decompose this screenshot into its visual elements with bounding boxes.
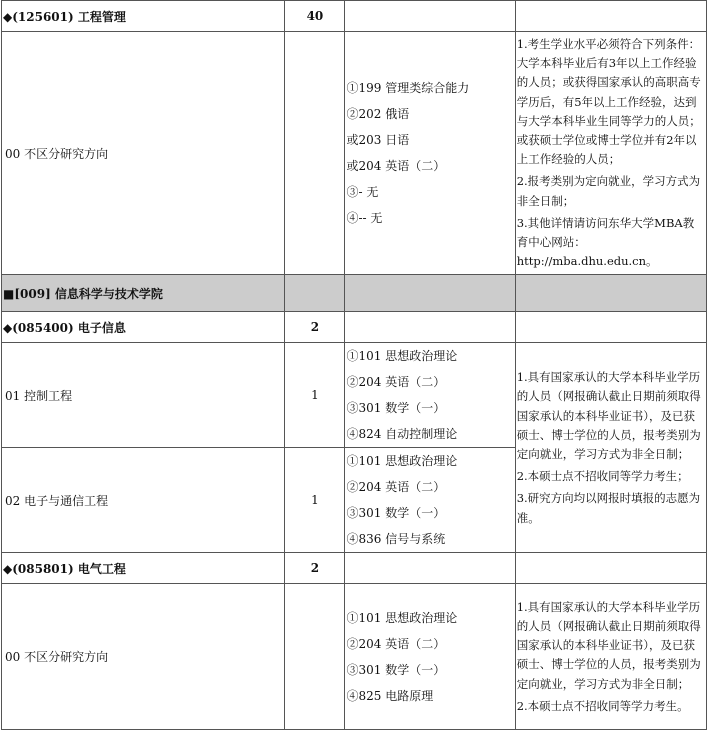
- remark-item: 1.考生学业水平必须符合下列条件：大学本科毕业后有3年以上工作经验的人员；或获得国家承认的高职高专学历后，有5年以上工作经验，达到与大学本科毕业生同等学力的人员；或获硕士学位或博士学位并有2年以上工作经验的人员；: [516, 37, 701, 167]
- major-quota: 40: [285, 1, 345, 32]
- empty-cell: [515, 1, 706, 32]
- direction-row: [2, 32, 707, 275]
- remark-item: 1.具有国家承认的大学本科毕业学历的人员（网报确认截止日期前须取得国家承认的本科毕业证书），及已获硕士、博士学位的人员，报考类别为定向就业，学习方式为非全日制；: [516, 370, 701, 461]
- direction-count: [285, 32, 345, 275]
- subject-item: ①101 思想政治理论: [346, 454, 458, 469]
- direction-row: [2, 584, 707, 730]
- subject-item: ②204 英语（二）: [346, 636, 446, 651]
- remark-item: 2.报考类别为定向就业，学习方式为非全日制；: [516, 174, 701, 208]
- subject-item: ④825 电路原理: [346, 688, 434, 703]
- subject-item: ④824 自动控制理论: [346, 427, 458, 442]
- subject-item: ③301 数学（一）: [346, 662, 446, 677]
- empty-cell: [515, 275, 706, 312]
- major-title: ◆(125601) 工程管理: [2, 1, 285, 32]
- exam-subjects: [345, 448, 515, 553]
- exam-subjects: [345, 32, 515, 275]
- exam-subjects: [345, 343, 515, 448]
- major-header-row: [2, 1, 707, 32]
- major-header-row: [2, 312, 707, 343]
- direction-row: [2, 343, 707, 448]
- remarks: [515, 584, 706, 730]
- subject-item: ③- 无: [346, 185, 379, 200]
- subject-item: ①101 思想政治理论: [346, 610, 458, 625]
- remarks: [515, 343, 706, 553]
- direction-count: [285, 584, 345, 730]
- direction-name: 01 控制工程: [2, 343, 285, 448]
- remark-item: 2.本硕士点不招收同等学力考生；: [516, 469, 689, 484]
- admissions-table: [1, 0, 707, 730]
- subject-item: ④836 信号与系统: [346, 532, 446, 547]
- empty-cell: [345, 553, 515, 584]
- empty-cell: [515, 312, 706, 343]
- remarks: [515, 32, 706, 275]
- remark-item: 3.其他详情请访问东华大学MBA教育中心网站：http://mba.dhu.edu.cn。: [516, 215, 695, 269]
- school-header-row: [2, 275, 707, 312]
- subject-item: 或204 英语（二）: [346, 159, 446, 174]
- remark-item: 3.研究方向均以网报时填报的志愿为准。: [516, 491, 701, 525]
- subject-item: ④-- 无: [346, 211, 383, 226]
- subject-item: ②202 俄语: [346, 107, 410, 122]
- empty-cell: [345, 275, 515, 312]
- empty-cell: [345, 1, 515, 32]
- direction-name: 02 电子与通信工程: [2, 448, 285, 553]
- subject-item: ③301 数学（一）: [346, 506, 446, 521]
- direction-count: 1: [285, 343, 345, 448]
- major-title: ◆(085801) 电气工程: [2, 553, 285, 584]
- subject-item: ③301 数学（一）: [346, 401, 446, 416]
- subject-item: ①199 管理类综合能力: [346, 81, 470, 96]
- major-quota: 2: [285, 312, 345, 343]
- empty-cell: [515, 553, 706, 584]
- subject-item: ②204 英语（二）: [346, 375, 446, 390]
- direction-name: 00 不区分研究方向: [2, 584, 285, 730]
- subject-item: 或203 日语: [346, 133, 410, 148]
- remark-item: 2.本硕士点不招收同等学力考生。: [516, 698, 689, 713]
- school-title: ■[009] 信息科学与技术学院: [2, 275, 285, 312]
- direction-name: 00 不区分研究方向: [2, 32, 285, 275]
- subject-item: ①101 思想政治理论: [346, 349, 458, 364]
- major-title: ◆(085400) 电子信息: [2, 312, 285, 343]
- major-header-row: [2, 553, 707, 584]
- subject-item: ②204 英语（二）: [346, 480, 446, 495]
- exam-subjects: [345, 584, 515, 730]
- empty-cell: [345, 312, 515, 343]
- empty-cell: [285, 275, 345, 312]
- direction-count: 1: [285, 448, 345, 553]
- major-quota: 2: [285, 553, 345, 584]
- remark-item: 1.具有国家承认的大学本科毕业学历的人员（网报确认截止日期前须取得国家承认的本科毕业证书），及已获硕士、博士学位的人员，报考类别为定向就业，学习方式为非全日制；: [516, 599, 701, 691]
